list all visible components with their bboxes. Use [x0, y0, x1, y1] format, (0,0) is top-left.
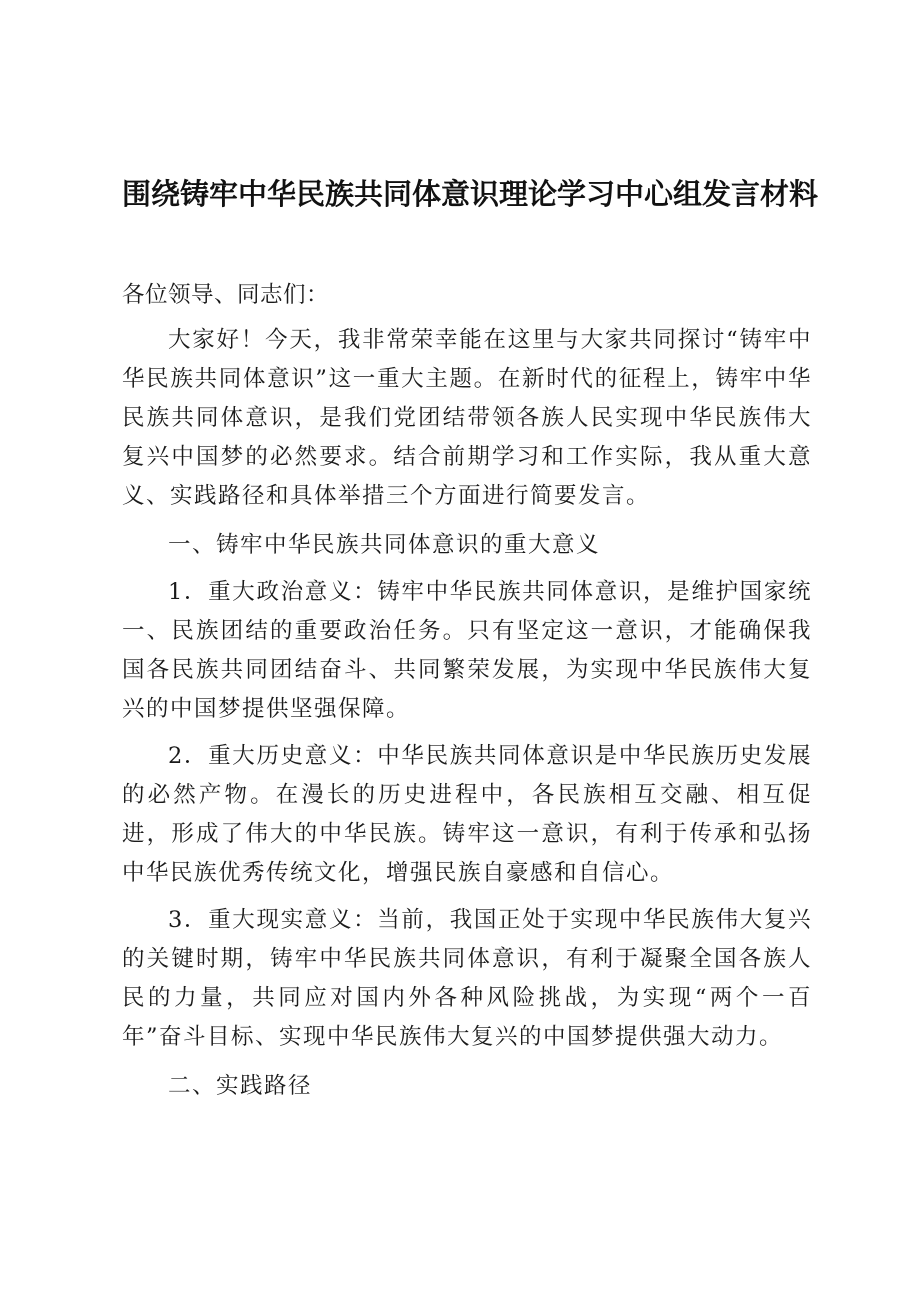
point-3-paragraph: 3．重大现实意义：当前，我国正处于实现中华民族伟大复兴的关键时期，铸牢中华民族共同体意识，有利于凝聚全国各族人民的力量，共同应对国内外各种风险挑战，为实现“两个一百年”奋斗目标、实现中华民族伟大复兴的中国梦提供强大动力。: [122, 907, 812, 1050]
intro-paragraph: 大家好！今天，我非常荣幸能在这里与大家共同探讨“铸牢中华民族共同体意识”这一重大主题。在新时代的征程上，铸牢中华民族共同体意识，是我们党团结带领各族人民实现中华民族伟大复兴中国梦的必然要求。结合前期学习和工作实际，我从重大意义、实践路径和具体举措三个方面进行简要发言。: [122, 327, 812, 509]
section-2-heading: 二、实践路径: [168, 1073, 313, 1099]
greeting: 各位领导、同志们：: [122, 282, 330, 308]
document-body: [122, 276, 812, 1106]
document-title: 围绕铸牢中华民族共同体意识理论学习中心组发言材料: [122, 177, 819, 211]
point-2-paragraph: 2．重大历史意义：中华民族共同体意识是中华民族历史发展的必然产物。在漫长的历史进程中，各民族相互交融、相互促进，形成了伟大的中华民族。铸牢这一意识，有利于传承和弘扬中华民族优秀传统文化，增强民族自豪感和自信心。: [122, 743, 812, 886]
section-1-heading: 一、铸牢中华民族共同体意识的重大意义: [168, 532, 601, 558]
point-1-paragraph: 1．重大政治意义：铸牢中华民族共同体意识，是维护国家统一、民族团结的重要政治任务。只有坚定这一意识，才能确保我国各民族共同团结奋斗、共同繁荣发展，为实现中华民族伟大复兴的中国梦提供坚强保障。: [122, 579, 812, 722]
